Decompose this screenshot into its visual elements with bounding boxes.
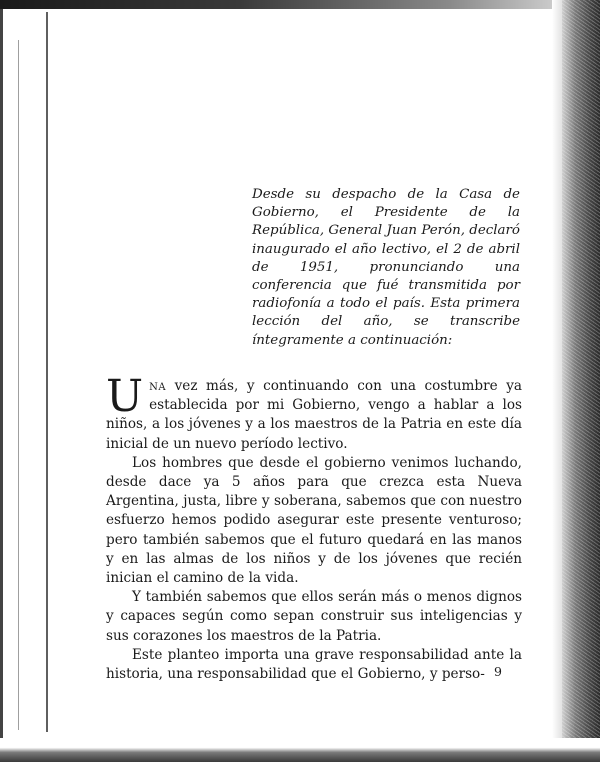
page-margin-line bbox=[46, 12, 48, 732]
scan-page-gutter bbox=[552, 0, 562, 762]
body-text bbox=[106, 371, 522, 684]
scan-right-edge bbox=[562, 0, 600, 762]
scan-top-edge bbox=[0, 0, 600, 9]
lead-word: na bbox=[149, 378, 167, 394]
paragraph: Este planteo importa una grave responsabilidad ante la historia, una responsabilidad que el Gobierno, y perso- bbox=[106, 646, 522, 683]
intro-paragraph: Desde su despacho de la Casa de Gobierno, el Presidente de la República, General Juan Perón, declaró inaugurado el año lectivo, el 2 de abril de 1951, pronunciando una conferencia que fué transmitida por radiofonía a todo el país. Esta primera lección del año, se transcribe íntegramente a continuación: bbox=[252, 187, 520, 348]
first-paragraph-text: vez más, y continuando con una costumbre ya establecida por mi Gobierno, vengo a hablar a los niños, a los jóvenes y a los maestros de la Patria en este día inicial de un nuevo período lectivo. bbox=[106, 378, 522, 452]
scan-bottom-edge bbox=[0, 738, 600, 762]
drop-cap: U bbox=[106, 371, 144, 422]
paragraph: Los hombres que desde el gobierno venimos luchando, desde dace ya 5 años para que crezca esta Nueva Argentina, justa, libre y soberana, sabemos que con nuestro esfuerzo hemos podido asegurar este presente venturoso; pero también sabemos que el futuro quedará en las manos y en las almas de los niños y de los jóvenes que recién inician el camino de la vida. bbox=[106, 454, 522, 587]
page-number: 9 bbox=[494, 664, 502, 679]
paragraph: Y también sabemos que ellos serán más o menos dignos y capaces según como sepan construir sus inteligencias y sus corazones los maestros de la Patria. bbox=[106, 589, 522, 644]
first-paragraph bbox=[106, 371, 522, 454]
scan-left-edge bbox=[0, 0, 3, 762]
page-margin-line-faint bbox=[18, 40, 19, 730]
